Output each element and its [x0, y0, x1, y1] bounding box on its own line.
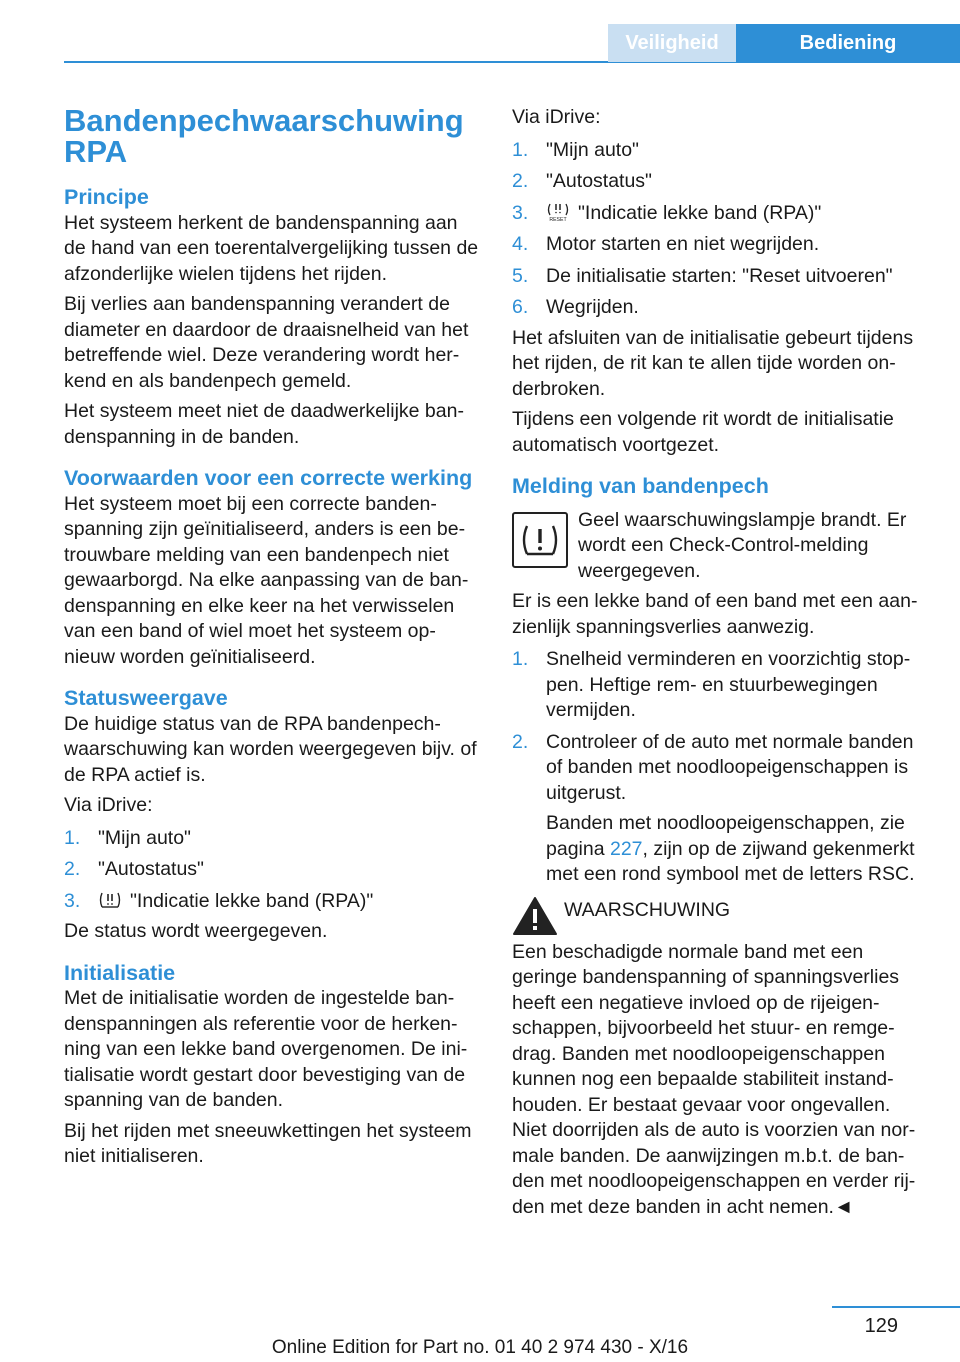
step-text: Controleer of de auto met normale banden of banden met noodloopeigenschappen is uitgerust. — [546, 730, 914, 804]
via-idrive-label: Via iDrive: — [512, 106, 601, 128]
paragraph: Het afsluiten van de initialisatie gebeurt tijdens het rijden, de rit kan te allen tijde worden onderbroken. — [512, 326, 914, 400]
page-number: 129 — [864, 1315, 898, 1337]
step-text: "Mijn auto" — [98, 826, 191, 849]
step-text: Motor starten en niet wegrijden. — [546, 233, 820, 255]
list-item — [512, 138, 930, 164]
step-number: 2. — [512, 730, 529, 753]
list-item — [64, 826, 480, 852]
warning-text: Een beschadigde normale band met een geringe bandenspanning of spanningsverlies heeft een negatieve invloed op de rijeigenschappen, bijvoorbeeld het stuur- en remgedrag. Banden met noodloopeigenschappen kunnen nog een bepaalde stabiliteit instandhouden. Er bestaat gevaar voor ongevallen. Niet doorrijden als de auto is voorzien van normale banden. De aanwijzingen m.b.t. de banden met noodloopeigenschappen en verder rijden met deze banden in acht nemen.◄ — [512, 940, 916, 1218]
list-item — [512, 201, 930, 227]
init-steps-list — [512, 138, 930, 321]
step-number: 2. — [64, 858, 81, 880]
list-item — [64, 857, 480, 883]
heading-melding: Melding van bandenpech — [512, 474, 769, 498]
step-text: "Autostatus" — [98, 858, 204, 880]
step-text: Snelheid verminderen en voorzichtig stoppen. Heftige rem- en stuurbewegingen vermijden. — [546, 648, 911, 721]
step-number: 3. — [64, 889, 81, 912]
paragraph: Het systeem meet niet de daadwerkelijke bandenspanning in de banden. — [64, 400, 464, 448]
paragraph: Tijdens een volgende rit wordt de initialisatie automatisch voortgezet. — [512, 408, 894, 456]
sub-text: , zijn op de zijwand gekenmerkt met een rond symbool met de letters RSC. — [546, 837, 915, 885]
page-link-227[interactable]: 227 — [609, 837, 643, 860]
paragraph: Bij het rijden met sneeuwkettingen het systeem niet initialiseren. — [64, 1119, 472, 1167]
list-item — [64, 889, 480, 915]
heading-principe: Principe — [64, 185, 149, 209]
left-column — [64, 100, 480, 1170]
step-text: "Indicatie lekke band (RPA)" — [578, 201, 822, 224]
paragraph: Bij verlies aan bandenspanning verandert de diameter en daardoor de draaisnelheid van het betreffende wiel. Deze verandering wordt herkend en als bandenpech gemeld. — [64, 293, 469, 392]
list-item — [512, 264, 930, 290]
step-text: De initialisatie starten: "Reset uitvoeren" — [546, 264, 893, 287]
heading-voorwaarden: Voorwaarden voor een correcte werking — [64, 466, 473, 490]
step-number: 2. — [512, 170, 529, 192]
warning-block — [512, 898, 930, 936]
step-sub-paragraph — [546, 811, 930, 888]
list-item — [512, 169, 930, 195]
step-text: "Indicatie lekke band (RPA)" — [130, 889, 374, 912]
list-item — [512, 295, 930, 321]
heading-initialisatie: Initialisatie — [64, 960, 176, 985]
warning-triangle-icon — [512, 896, 558, 936]
warning-label: WAARSCHUWING — [564, 898, 731, 921]
status-steps-list — [64, 826, 480, 915]
footer-rule — [832, 1306, 960, 1308]
paragraph: Met de initialisatie worden de ingestelde bandenspanningen als referentie voor de herkenning van een lekke band overgenomen. De initialisatie wordt gestart door bevestiging van de spanning van de banden. — [64, 987, 468, 1111]
tab-bediening[interactable]: Bediening — [736, 24, 960, 62]
warning-lamp-row — [512, 508, 930, 585]
paragraph: De status wordt weergegeven. — [64, 920, 328, 942]
list-item — [512, 647, 930, 724]
tire-warning-lamp-icon — [512, 512, 568, 568]
step-number: 1. — [512, 648, 529, 670]
paragraph: Het systeem moet bij een correcte bandenspanning zijn geïnitialiseerd, anders is een betrouwbare melding van een bandenpech niet gewaarborgd. Na elke aanpassing van de bandenspanning en elke keer na het verwisselen van een band of wiel moet het systeem opnieuw worden geïnitialiseerd. — [64, 492, 469, 668]
paragraph: Er is een lekke band of een band met een aanzienlijk spanningsverlies aanwezig. — [512, 590, 918, 638]
step-number: 3. — [512, 201, 529, 224]
heading-statusweergave: Statusweergave — [64, 686, 228, 710]
tire-reset-icon — [546, 202, 570, 222]
sub-text: Banden met noodloopeigenschappen, zie pagina — [546, 812, 905, 860]
step-number: 4. — [512, 233, 529, 255]
tire-pressure-icon — [98, 890, 122, 910]
step-number: 1. — [512, 138, 529, 161]
step-number: 6. — [512, 296, 529, 318]
edition-footer: Online Edition for Part no. 01 40 2 974 430 - X/16 — [271, 1337, 689, 1358]
warning-lamp-text: Geel waarschuwingslampje brandt. Er wordt een Check-Control-melding weergegeven. — [578, 508, 907, 582]
step-number: 1. — [64, 826, 81, 849]
right-column — [512, 100, 930, 1220]
list-item — [512, 232, 930, 258]
paragraph: Het systeem herkent de bandenspanning aan de hand van een toerentalvergelijking tussen de afzonderlijke wielen tijdens het rijden. — [64, 211, 479, 285]
step-text: "Autostatus" — [546, 170, 652, 192]
via-idrive-label: Via iDrive: — [64, 794, 153, 816]
melding-steps-list — [512, 647, 930, 888]
step-number: 5. — [512, 264, 529, 287]
tab-veiligheid[interactable]: Veiligheid — [608, 24, 736, 62]
paragraph: De huidige status van de RPA bandenpechwaarschuwing kan worden weergegeven bijv. of de RPA actief is. — [64, 712, 477, 786]
reset-label: RESET — [549, 216, 567, 222]
list-item — [512, 730, 930, 888]
step-text: Wegrijden. — [546, 296, 639, 318]
step-text: "Mijn auto" — [546, 138, 639, 161]
page-title: Bandenpechwaarschuwing RPA — [64, 103, 464, 169]
